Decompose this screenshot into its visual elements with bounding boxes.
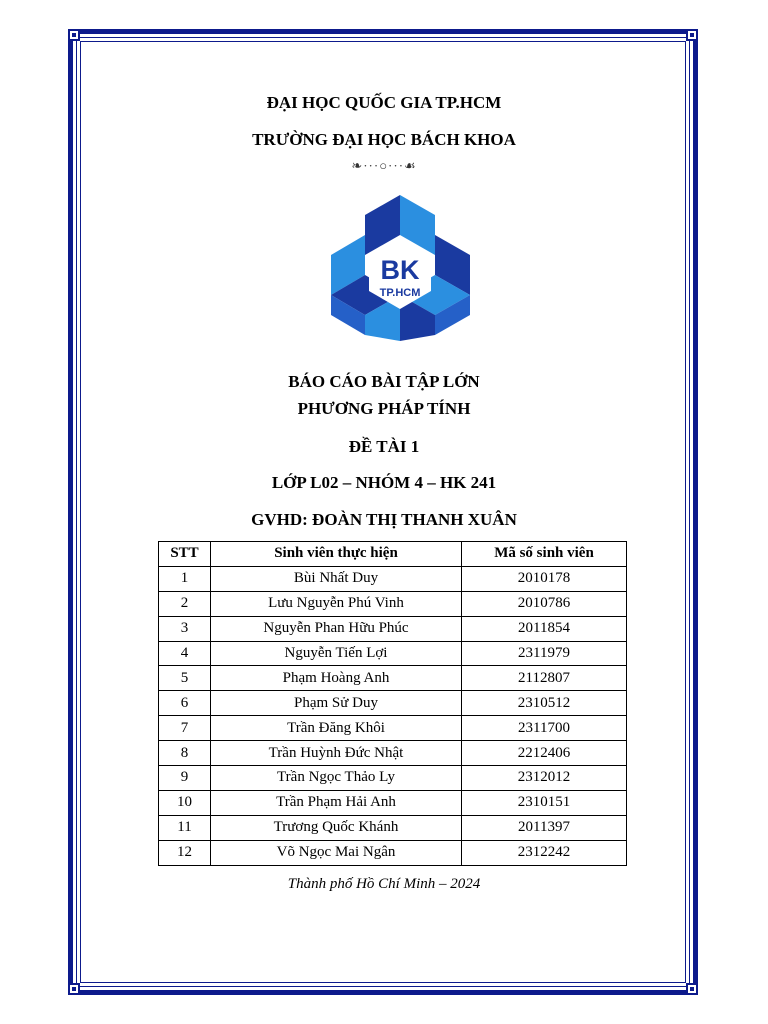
table-row bbox=[159, 666, 627, 691]
header-stt: STT bbox=[159, 542, 211, 567]
course-name: PHƯƠNG PHÁP TÍNH bbox=[297, 399, 471, 418]
cell-stt: 11 bbox=[159, 815, 211, 840]
table-row bbox=[159, 766, 627, 791]
cell-student-id: 2310512 bbox=[462, 691, 627, 716]
bk-logo bbox=[331, 195, 470, 341]
table-row bbox=[159, 566, 627, 591]
class-group-info: LỚP L02 – NHÓM 4 – HK 241 bbox=[271, 473, 497, 492]
header-student-id: Mã số sinh viên bbox=[462, 542, 627, 567]
table-row bbox=[159, 716, 627, 741]
cell-stt: 8 bbox=[159, 741, 211, 766]
border-corner-bottom-right bbox=[686, 983, 698, 995]
table-row bbox=[159, 790, 627, 815]
logo-text-sub: TP.HCM bbox=[379, 287, 421, 299]
cell-student-name: Bùi Nhất Duy bbox=[211, 566, 462, 591]
cell-stt: 6 bbox=[159, 691, 211, 716]
cell-student-id: 2312242 bbox=[462, 840, 627, 865]
cell-student-id: 2310151 bbox=[462, 790, 627, 815]
cell-stt: 5 bbox=[159, 666, 211, 691]
footer-place-year: Thành phố Hồ Chí Minh – 2024 bbox=[287, 876, 481, 892]
cell-student-name: Trần Đăng Khôi bbox=[211, 716, 462, 741]
border-corner-top-right bbox=[686, 29, 698, 41]
cell-student-id: 2311700 bbox=[462, 716, 627, 741]
cell-student-name: Lưu Nguyễn Phú Vinh bbox=[211, 591, 462, 616]
cell-student-name: Trần Ngọc Thảo Ly bbox=[211, 766, 462, 791]
cell-student-id: 2010178 bbox=[462, 566, 627, 591]
cell-student-id: 2311979 bbox=[462, 641, 627, 666]
cell-student-id: 2011397 bbox=[462, 815, 627, 840]
advisor-name: GVHD: ĐOÀN THỊ THANH XUÂN bbox=[251, 510, 517, 529]
header-student-name: Sinh viên thực hiện bbox=[211, 542, 462, 567]
topic-title: ĐỀ TÀI 1 bbox=[348, 437, 420, 456]
cell-student-id: 2011854 bbox=[462, 616, 627, 641]
cell-student-id: 2010786 bbox=[462, 591, 627, 616]
table-header-row bbox=[159, 542, 627, 567]
report-title: BÁO CÁO BÀI TẬP LỚN bbox=[288, 372, 480, 391]
cell-student-name: Trần Phạm Hải Anh bbox=[211, 790, 462, 815]
cell-student-name: Phạm Hoàng Anh bbox=[211, 666, 462, 691]
cell-stt: 1 bbox=[159, 566, 211, 591]
table-row bbox=[159, 591, 627, 616]
school-name: TRƯỜNG ĐẠI HỌC BÁCH KHOA bbox=[252, 130, 516, 149]
member-table bbox=[158, 541, 627, 866]
cell-stt: 2 bbox=[159, 591, 211, 616]
cell-student-name: Nguyễn Phan Hữu Phúc bbox=[211, 616, 462, 641]
cell-student-name: Phạm Sử Duy bbox=[211, 691, 462, 716]
cell-stt: 7 bbox=[159, 716, 211, 741]
cell-student-id: 2212406 bbox=[462, 741, 627, 766]
border-corner-top-left bbox=[68, 29, 80, 41]
table-row bbox=[159, 840, 627, 865]
cell-stt: 12 bbox=[159, 840, 211, 865]
cell-student-id: 2312012 bbox=[462, 766, 627, 791]
cell-student-id: 2112807 bbox=[462, 666, 627, 691]
ornament-divider: ❧···○···☙ bbox=[351, 158, 417, 173]
table-row bbox=[159, 815, 627, 840]
cell-stt: 3 bbox=[159, 616, 211, 641]
cell-stt: 10 bbox=[159, 790, 211, 815]
cell-student-name: Nguyễn Tiến Lợi bbox=[211, 641, 462, 666]
table-row bbox=[159, 616, 627, 641]
table-row bbox=[159, 691, 627, 716]
cell-student-name: Võ Ngọc Mai Ngân bbox=[211, 840, 462, 865]
border-corner-bottom-left bbox=[68, 983, 80, 995]
table-row bbox=[159, 641, 627, 666]
university-name: ĐẠI HỌC QUỐC GIA TP.HCM bbox=[266, 93, 502, 112]
cell-stt: 4 bbox=[159, 641, 211, 666]
table-row bbox=[159, 741, 627, 766]
cell-student-name: Trương Quốc Khánh bbox=[211, 815, 462, 840]
logo-text-main: BK bbox=[380, 255, 420, 285]
cell-student-name: Trần Huỳnh Đức Nhật bbox=[211, 741, 462, 766]
cell-stt: 9 bbox=[159, 766, 211, 791]
